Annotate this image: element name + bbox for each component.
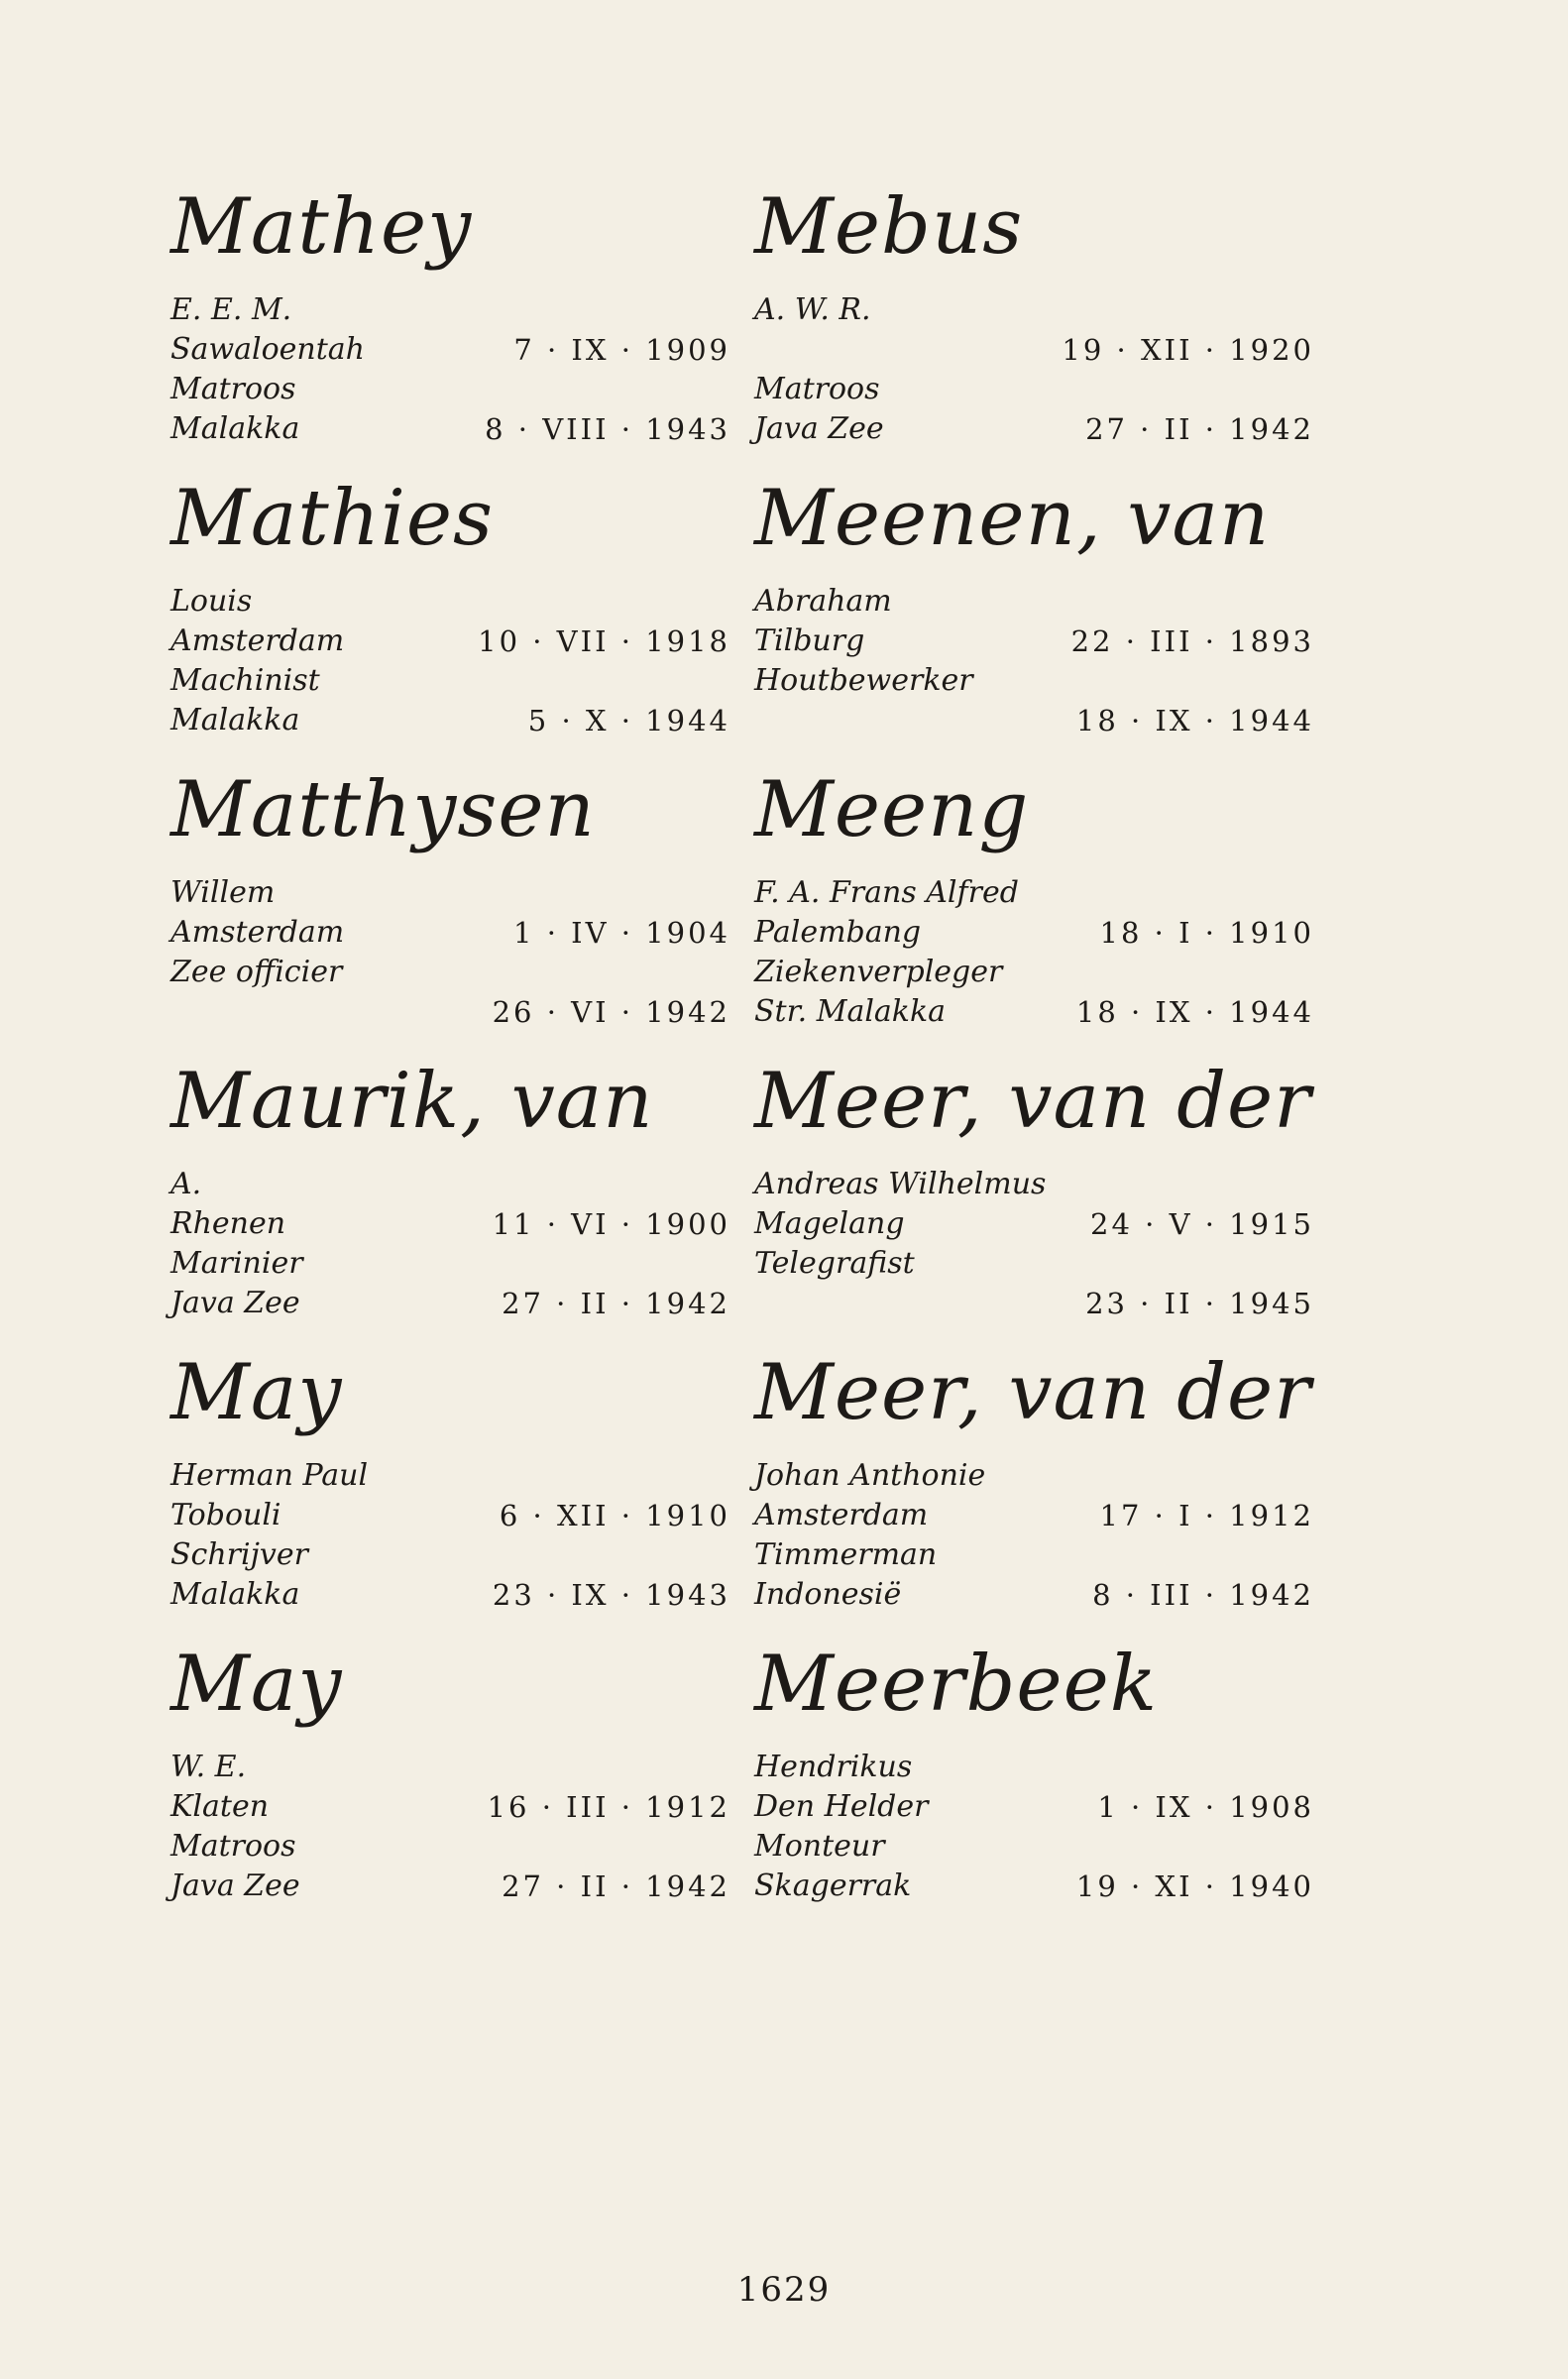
death-place-line <box>170 411 730 451</box>
occupation-line <box>754 372 1314 411</box>
entry-text: Amsterdam <box>170 623 345 658</box>
birthplace-line <box>754 623 1314 663</box>
occupation-line <box>754 1829 1314 1869</box>
entry-text: Tilburg <box>754 623 865 658</box>
entry-text: Tobouli <box>170 1498 281 1532</box>
entry-text: Sawaloentah <box>170 332 365 367</box>
birth-date: 19 · XII · 1920 <box>1062 333 1314 367</box>
occupation-line <box>754 955 1314 994</box>
death-date: 18 · IX · 1944 <box>1075 704 1314 737</box>
initials-line <box>170 1458 730 1498</box>
death-place-line <box>754 1869 1314 1908</box>
entry-text: Zee officier <box>170 955 343 989</box>
surname-heading: Meer, van der <box>754 1348 1312 1437</box>
entry-text: Malakka <box>170 703 300 737</box>
entry-text: Amsterdam <box>170 915 345 950</box>
entry-text: Herman Paul <box>170 1458 369 1493</box>
entry-text: Indonesië <box>754 1577 902 1612</box>
surname-heading: Matthysen <box>170 765 596 854</box>
page-number: 1629 <box>736 2270 832 2310</box>
occupation-line <box>170 663 730 703</box>
entry-text: Johan Anthonie <box>754 1458 986 1493</box>
initials-line <box>170 292 730 332</box>
entry-text: Machinist <box>170 663 320 698</box>
left-column <box>170 169 730 1917</box>
entry-text: Abraham <box>754 584 892 619</box>
occupation-line <box>170 955 730 994</box>
death-date: 27 · II · 1942 <box>502 1287 730 1320</box>
occupation-line <box>170 372 730 411</box>
death-place-line <box>754 994 1314 1034</box>
occupation-line <box>754 1246 1314 1286</box>
birth-date: 24 · V · 1915 <box>1090 1207 1314 1241</box>
initials-line <box>754 875 1314 915</box>
entry-text: Louis <box>170 584 253 619</box>
surname-heading: Maurik, van <box>170 1057 654 1146</box>
death-place-line <box>754 1286 1314 1325</box>
birth-date: 1 · IX · 1908 <box>1097 1790 1314 1824</box>
entry-text: Willem <box>170 875 276 910</box>
surname-heading: Meer, van der <box>754 1057 1312 1146</box>
occupation-line <box>754 663 1314 703</box>
death-place-line <box>754 703 1314 742</box>
entry-text: Java Zee <box>754 411 884 446</box>
death-date: 18 · IX · 1944 <box>1075 995 1314 1029</box>
birthplace-line <box>754 1206 1314 1246</box>
register-entry <box>754 460 1314 751</box>
initials-line <box>170 584 730 623</box>
birthplace-line <box>754 915 1314 955</box>
birthplace-line <box>170 1789 730 1829</box>
birthplace-line <box>170 332 730 372</box>
entry-text: Klaten <box>170 1789 270 1824</box>
entry-text: Malakka <box>170 1577 300 1612</box>
register-entry <box>754 1043 1314 1334</box>
register-entry <box>170 1043 730 1334</box>
entry-text: Telegrafist <box>754 1246 915 1281</box>
register-entry <box>170 751 730 1043</box>
initials-line <box>170 1750 730 1789</box>
register-entry <box>170 1334 730 1626</box>
entry-text: Rhenen <box>170 1206 286 1241</box>
birth-date: 11 · VI · 1900 <box>492 1207 730 1241</box>
initials-line <box>754 292 1314 332</box>
right-column <box>754 169 1314 1917</box>
death-date: 5 · X · 1944 <box>527 704 730 737</box>
birth-date: 6 · XII · 1910 <box>499 1499 730 1532</box>
birth-date: 1 · IV · 1904 <box>513 916 730 950</box>
entry-text: Malakka <box>170 411 300 446</box>
initials-line <box>754 1750 1314 1789</box>
entry-text: Marinier <box>170 1246 303 1281</box>
birth-date: 22 · III · 1893 <box>1070 624 1314 658</box>
death-date: 23 · IX · 1943 <box>492 1578 730 1612</box>
entry-text: Timmerman <box>754 1537 938 1572</box>
register-entry <box>170 1626 730 1917</box>
occupation-line <box>170 1246 730 1286</box>
initials-line <box>170 875 730 915</box>
death-place-line <box>170 1286 730 1325</box>
birth-date: 18 · I · 1910 <box>1099 916 1314 950</box>
death-date: 27 · II · 1942 <box>502 1869 730 1903</box>
entry-text: Schrijver <box>170 1537 308 1572</box>
death-place-line <box>170 1577 730 1617</box>
entry-text: Houtbewerker <box>754 663 973 698</box>
death-date: 26 · VI · 1942 <box>492 995 730 1029</box>
entry-text: Java Zee <box>170 1286 300 1320</box>
entry-text: Hendrikus <box>754 1750 913 1784</box>
birthplace-line <box>754 1789 1314 1829</box>
birthplace-line <box>754 1498 1314 1537</box>
entry-text: Amsterdam <box>754 1498 929 1532</box>
entry-text: Matroos <box>754 372 880 406</box>
death-place-line <box>170 703 730 742</box>
register-entry <box>754 1334 1314 1626</box>
death-place-line <box>754 1577 1314 1617</box>
birthplace-line <box>170 1206 730 1246</box>
occupation-line <box>754 1537 1314 1577</box>
entry-text: Magelang <box>754 1206 905 1241</box>
birth-date: 16 · III · 1912 <box>487 1790 730 1824</box>
death-date: 23 · II · 1945 <box>1085 1287 1314 1320</box>
register-entry <box>754 169 1314 460</box>
death-place-line <box>170 1869 730 1908</box>
death-date: 27 · II · 1942 <box>1085 412 1314 446</box>
birthplace-line <box>170 1498 730 1537</box>
surname-heading: Meerbeek <box>754 1640 1158 1729</box>
register-entry <box>170 169 730 460</box>
birthplace-line <box>170 623 730 663</box>
occupation-line <box>170 1537 730 1577</box>
entry-text: Palembang <box>754 915 922 950</box>
birth-date: 7 · IX · 1909 <box>513 333 730 367</box>
surname-heading: May <box>170 1348 343 1437</box>
birth-date: 10 · VII · 1918 <box>478 624 730 658</box>
entry-text: W. E. <box>170 1750 247 1784</box>
entry-text: Monteur <box>754 1829 885 1864</box>
initials-line <box>754 1458 1314 1498</box>
entry-text: A. W. R. <box>754 292 871 327</box>
register-entry <box>170 460 730 751</box>
birthplace-line <box>754 332 1314 372</box>
initials-line <box>754 1167 1314 1206</box>
entry-text: F. A. Frans Alfred <box>754 875 1019 910</box>
entry-text: Skagerrak <box>754 1869 912 1903</box>
surname-heading: Mebus <box>754 182 1024 272</box>
entry-text: Matroos <box>170 372 296 406</box>
birthplace-line <box>170 915 730 955</box>
death-date: 8 · VIII · 1943 <box>485 412 730 446</box>
entry-text: Java Zee <box>170 1869 300 1903</box>
surname-heading: May <box>170 1640 343 1729</box>
entry-text: Ziekenverpleger <box>754 955 1003 989</box>
entry-text: Andreas Wilhelmus <box>754 1167 1047 1201</box>
death-date: 8 · III · 1942 <box>1092 1578 1314 1612</box>
birth-date: 17 · I · 1912 <box>1099 1499 1314 1532</box>
entry-text: A. <box>170 1167 202 1201</box>
entry-text: Den Helder <box>754 1789 929 1824</box>
surname-heading: Mathey <box>170 182 473 272</box>
entry-text: E. E. M. <box>170 292 292 327</box>
initials-line <box>754 584 1314 623</box>
register-entry <box>754 751 1314 1043</box>
occupation-line <box>170 1829 730 1869</box>
entry-text: Str. Malakka <box>754 994 947 1029</box>
register-entry <box>754 1626 1314 1917</box>
surname-heading: Meenen, van <box>754 474 1271 563</box>
surname-heading: Mathies <box>170 474 495 563</box>
death-place-line <box>170 994 730 1034</box>
death-place-line <box>754 411 1314 451</box>
entry-text: Matroos <box>170 1829 296 1864</box>
death-date: 19 · XI · 1940 <box>1075 1869 1314 1903</box>
surname-heading: Meeng <box>754 765 1030 854</box>
initials-line <box>170 1167 730 1206</box>
